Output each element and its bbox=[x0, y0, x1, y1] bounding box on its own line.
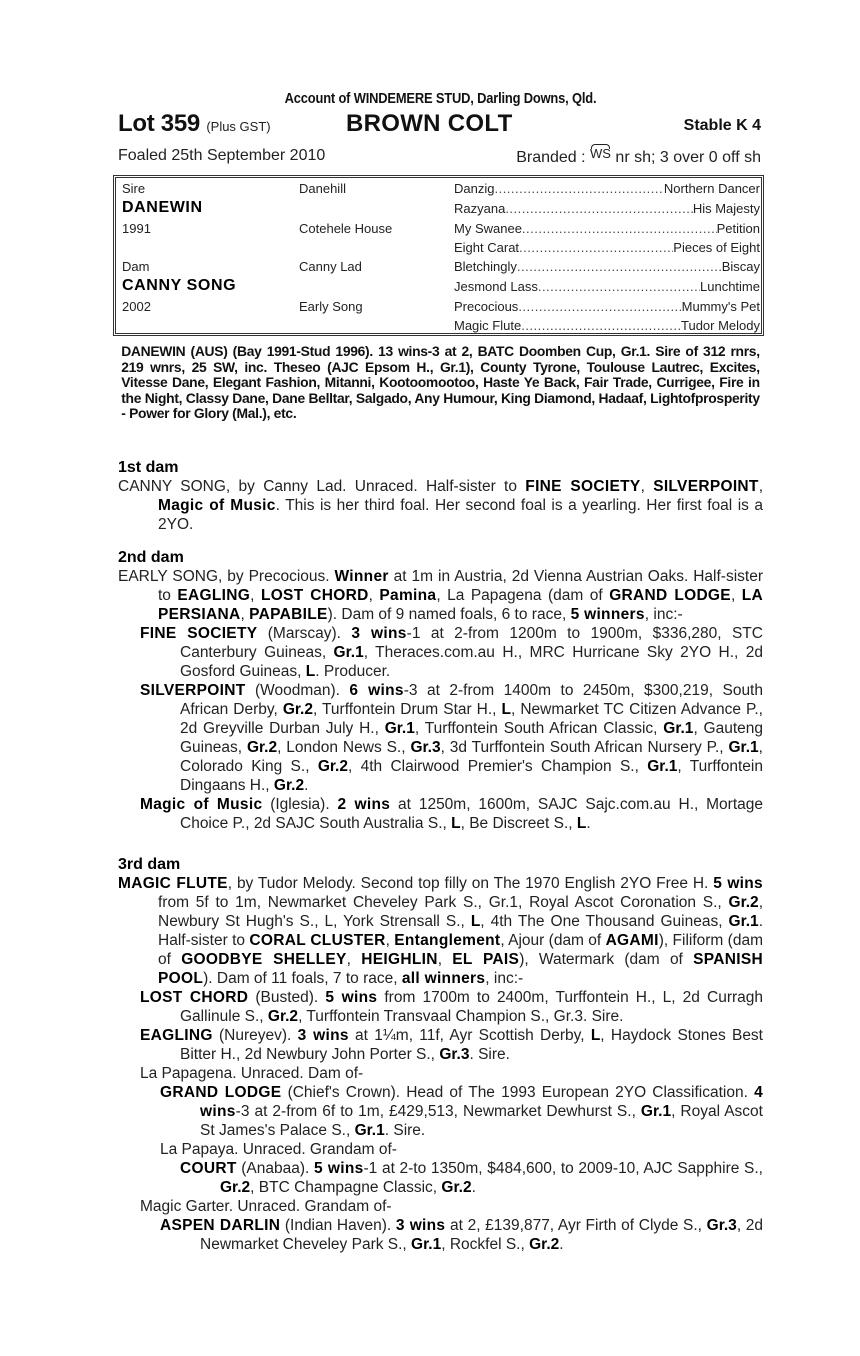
great-grandparent-row bbox=[454, 259, 760, 274]
third-dam-section bbox=[118, 855, 763, 1254]
section-title: 3rd dam bbox=[118, 856, 181, 873]
progeny-silverpoint: SILVERPOINT (Woodman). 6 wins-3 at 2-from 1400m to 2450m, $300,219, South African Derby, Gr.2, Turffontein Drum Star H., L, Newmarket TC Citizen Advance P., 2d Greyville Durban July H., Gr.1, Turffontein South African Classic, Gr.1, Gauteng Guineas, Gr.2, London News S., Gr.3, 3d Turffontein South African Nursery P., Gr.1, Colorado King S., Gr.2, 4th Clairwood Premier's Champion S., Gr.1, Turffontein Dingaans H., Gr.2. bbox=[140, 682, 764, 794]
great-grandparent-row bbox=[454, 318, 760, 333]
section-title: 1st dam bbox=[118, 459, 179, 476]
gg-name: My Swanee bbox=[454, 221, 522, 236]
granddam-paternal: Cotehele House bbox=[299, 221, 393, 236]
progeny-grand-lodge: GRAND LODGE (Chief's Crown). Head of The 1993 European 2YO Classification. 4 wins-3 at 2-from 6f to 1m, £429,513, Newmarket Dewhurst S., Gr.1, Royal Ascot St James's Palace S., Gr.1. Sire. bbox=[160, 1084, 763, 1139]
branded-suffix: nr sh; 3 over 0 off sh bbox=[610, 149, 761, 166]
gg-name: Eight Carat bbox=[454, 240, 520, 255]
gg-name: Danzig bbox=[454, 181, 495, 196]
progeny-fine-society: FINE SOCIETY (Marscay). 3 wins-1 at 2-from 1200m to 1900m, $336,280, STC Canterbury Guineas, Gr.1, Theraces.com.au H., MRC Hurricane Sky 2YO H., 2d Gosford Guineas, L. Producer. bbox=[140, 625, 764, 680]
gg-sire: Pieces of Eight bbox=[673, 240, 760, 255]
dam-year: 2002 bbox=[122, 299, 151, 314]
gg-name: Jesmond Lass bbox=[454, 279, 538, 294]
great-grandparent-row bbox=[454, 299, 760, 314]
grandsire-maternal: Canny Lad bbox=[299, 259, 362, 274]
great-grandparent-row bbox=[454, 240, 760, 255]
vendor-account: Account of WINDEMERE STUD, Darling Downs, Qld. bbox=[284, 90, 597, 107]
second-dam-intro: EARLY SONG, by Precocious. Winner at 1m in Austria, 2d Vienna Austrian Oaks. Half-sister to EAGLING, LOST CHORD, Pamina, La Papagena (dam of GRAND LODGE, LA PERSIANA, PAPABILE). Dam of 9 named foals, 6 to race, 5 winners, inc:- bbox=[118, 568, 763, 623]
sire-name: DANEWIN bbox=[122, 199, 203, 216]
dam-label: Dam bbox=[122, 259, 150, 274]
la-papagena-line: La Papagena. Unraced. Dam of- bbox=[140, 1065, 364, 1082]
horse-description: BROWN COLT bbox=[346, 110, 513, 137]
gg-sire: Biscay bbox=[721, 259, 760, 274]
great-grandparent-row bbox=[454, 279, 760, 294]
la-papaya-line: La Papaya. Unraced. Grandam of- bbox=[160, 1141, 397, 1158]
first-dam-section bbox=[118, 458, 763, 534]
brand-mark-icon: WS bbox=[590, 143, 611, 161]
leader-dots bbox=[505, 201, 693, 216]
third-dam-intro: MAGIC FLUTE, by Tudor Melody. Second top filly on The 1970 English 2YO Free H. 5 wins from 5f to 1m, Newmarket Cheveley Park S., Gr.1, Royal Ascot Coronation S., Gr.2, Newbury St Hugh's S., L, York Strensall S., L, 4th The One Thousand Guineas, Gr.1. Half-sister to CORAL CLUSTER, Entanglement, Ajour (dam of AGAMI), Filiform (dam of GOODBYE SHELLEY, HEIGHLIN, EL PAIS), Watermark (dam of SPANISH POOL). Dam of 11 foals, 7 to race, all winners, inc:- bbox=[118, 875, 763, 987]
lot-label: Lot 359 bbox=[118, 110, 200, 137]
gg-sire: Tudor Melody bbox=[681, 318, 760, 333]
leader-dots bbox=[538, 279, 700, 294]
progeny-lost-chord: LOST CHORD (Busted). 5 wins from 1700m to 2400m, Turffontein H., L, 2d Curragh Gallinule S., Gr.2, Turffontein Transvaal Champion S., Gr.3. Sire. bbox=[140, 989, 763, 1025]
sire-summary: DANEWIN (AUS) (Bay 1991-Stud 1996). 13 wins-3 at 2, BATC Doomben Cup, Gr.1. Sire of 312 rnrs, 219 wnrs, 25 SW, inc. Theseo (AJC Epsom H., Gr.1), County Tyrone, Toulouse Lautrec, Excites, Vitesse Dane, Elegant Fashion, Mitanni, Kootoomootoo, Haste Ye Back, Fair Trade, Currigee, Fire in the Night, Classy Dane, Dane Belltar, Salgado, Any Humour, King Diamond, Hadaaf, Lightofprosperity - Power for Glory (Mal.), etc. bbox=[121, 343, 760, 421]
section-title: 2nd dam bbox=[118, 549, 184, 566]
second-dam-section bbox=[118, 548, 763, 833]
gst-note: (Plus GST) bbox=[206, 119, 271, 134]
gg-sire: Petition bbox=[716, 221, 760, 236]
gg-name: Bletchingly bbox=[454, 259, 517, 274]
lot-number bbox=[118, 110, 271, 138]
leader-dots bbox=[522, 221, 717, 236]
progeny-court: COURT (Anabaa). 5 wins-1 at 2-to 1350m, $484,600, to 2009-10, AJC Sapphire S., Gr.2, BTC Champagne Classic, Gr.2. bbox=[180, 1160, 763, 1196]
lot-header bbox=[118, 110, 763, 136]
progeny-magic-of-music: Magic of Music (Iglesia). 2 wins at 1250m, 1600m, SAJC Sajc.com.au H., Mortage Choice P., 2d SAJC South Australia S., L, Be Discreet S., L. bbox=[140, 796, 764, 832]
pedigree-table bbox=[115, 177, 762, 334]
gg-sire: Mummy's Pet bbox=[681, 299, 760, 314]
leader-dots bbox=[518, 299, 681, 314]
leader-dots bbox=[521, 318, 681, 333]
leader-dots bbox=[517, 259, 722, 274]
leader-dots bbox=[519, 240, 673, 255]
grandsire-paternal: Danehill bbox=[299, 181, 346, 196]
dam-name: CANNY SONG bbox=[122, 277, 237, 294]
first-dam-paragraph: CANNY SONG, by Canny Lad. Unraced. Half-sister to FINE SOCIETY, SILVERPOINT, Magic of Music. This is her third foal. Her second foal is a yearling. Her first foal is a 2YO. bbox=[118, 478, 763, 533]
sire-year: 1991 bbox=[122, 221, 151, 236]
foaled-date: Foaled 25th September 2010 bbox=[118, 147, 326, 164]
great-grandparent-row bbox=[454, 221, 760, 236]
gg-sire: His Majesty bbox=[692, 201, 760, 216]
gg-name: Precocious bbox=[454, 299, 519, 314]
granddam-maternal: Early Song bbox=[299, 299, 363, 314]
branded-info bbox=[516, 147, 761, 167]
magic-garter-line: Magic Garter. Unraced. Grandam of- bbox=[140, 1198, 392, 1215]
progeny-eagling: EAGLING (Nureyev). 3 wins at 1¼m, 11f, Ayr Scottish Derby, L, Haydock Stones Best Bitter H., 2d Newbury John Porter S., Gr.3. Sire. bbox=[140, 1027, 763, 1063]
gg-sire: Northern Dancer bbox=[663, 181, 760, 196]
great-grandparent-row bbox=[454, 201, 760, 216]
branded-prefix: Branded : bbox=[516, 149, 591, 166]
stable-location: Stable K 4 bbox=[683, 117, 761, 134]
gg-name: Razyana bbox=[454, 201, 506, 216]
gg-sire: Lunchtime bbox=[700, 279, 760, 294]
leader-dots bbox=[494, 181, 663, 196]
sire-label: Sire bbox=[122, 181, 146, 196]
great-grandparent-row bbox=[454, 181, 760, 196]
gg-name: Magic Flute bbox=[454, 318, 522, 333]
progeny-aspen-darlin: ASPEN DARLIN (Indian Haven). 3 wins at 2, £139,877, Ayr Firth of Clyde S., Gr.3, 2d Newmarket Cheveley Park S., Gr.1, Rockfel S., Gr.2. bbox=[160, 1217, 764, 1253]
